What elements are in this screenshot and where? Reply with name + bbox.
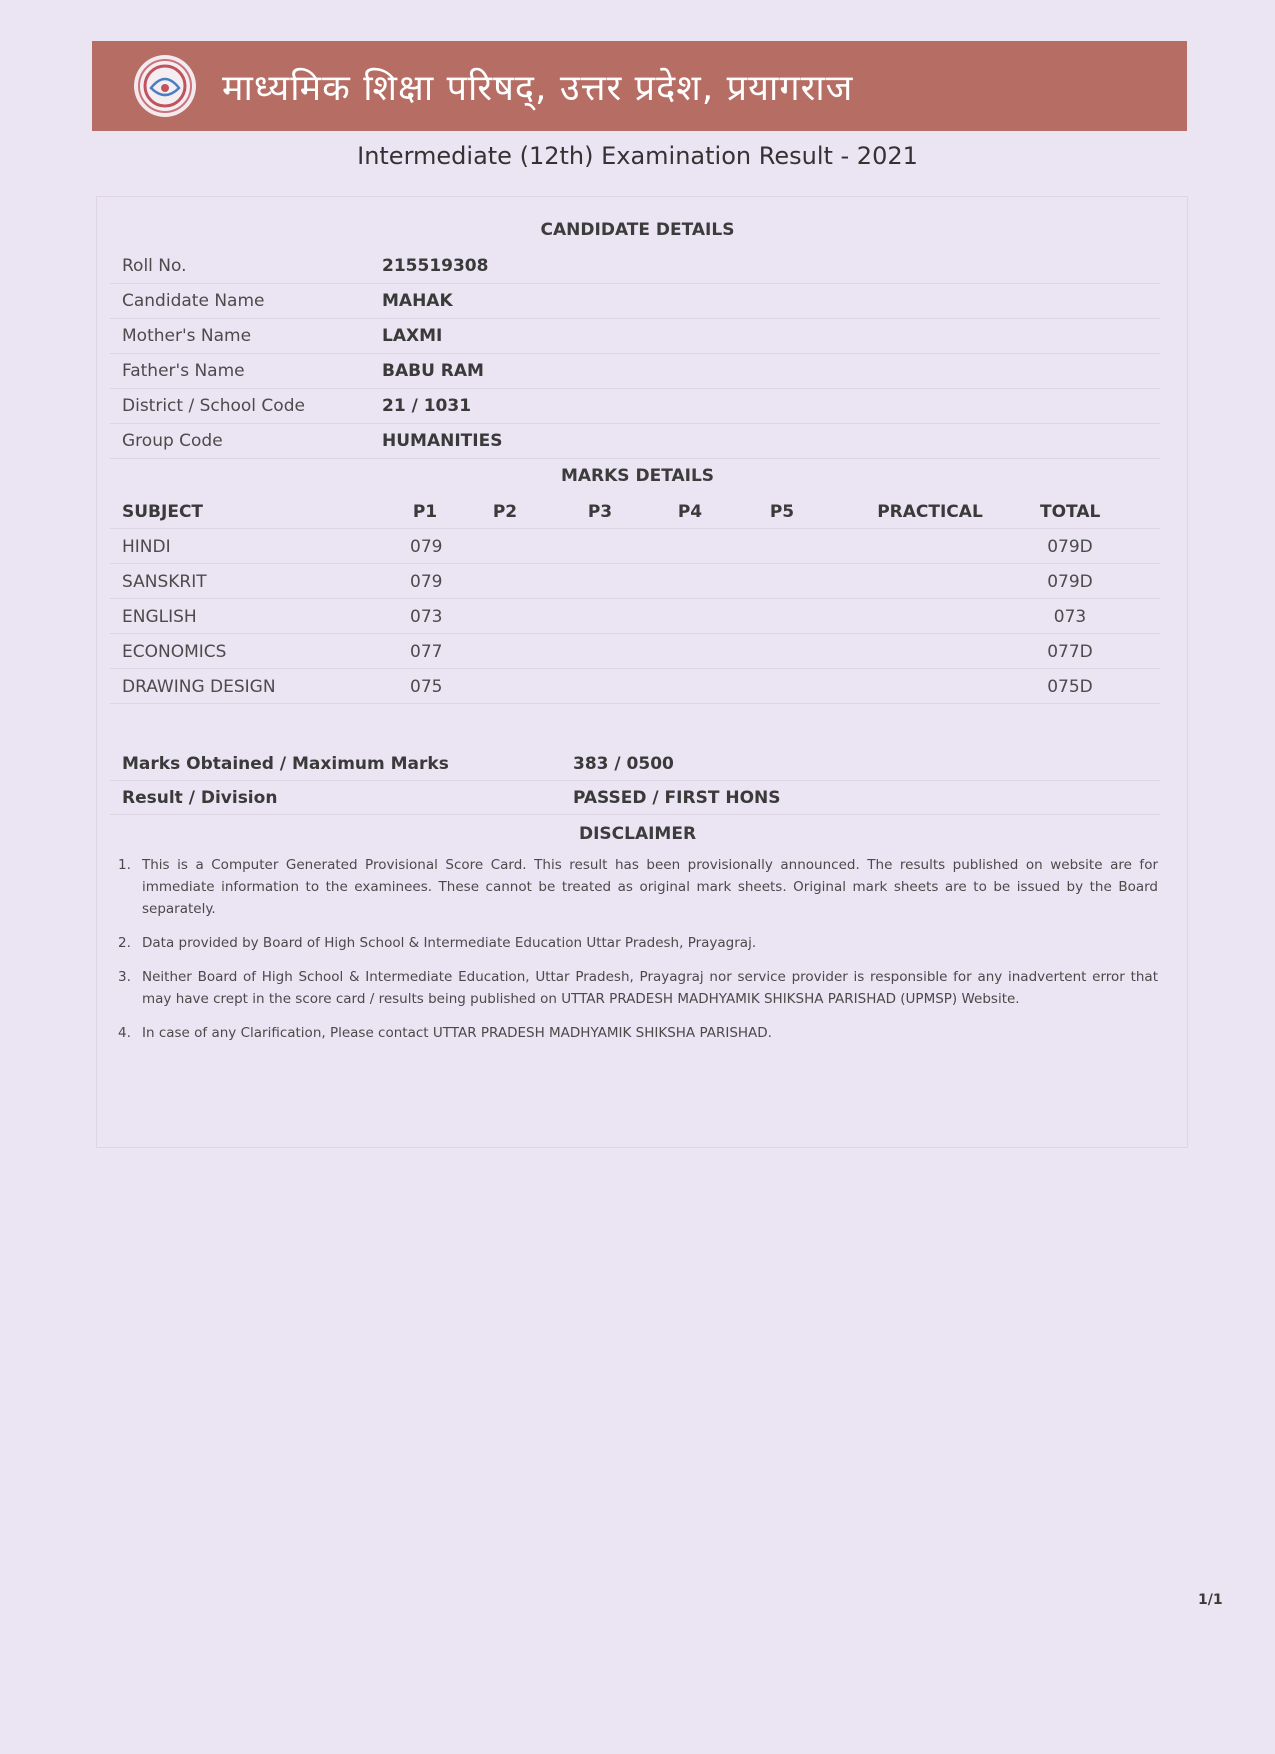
col-total: TOTAL xyxy=(1040,502,1101,522)
total-mark: 075D xyxy=(1047,677,1093,697)
col-p3: P3 xyxy=(587,502,613,522)
subject-name: DRAWING DESIGN xyxy=(122,677,276,697)
field-value: BABU RAM xyxy=(382,361,484,381)
col-p2: P2 xyxy=(492,502,518,522)
marks-row xyxy=(110,528,1160,564)
disclaimer-text: Neither Board of High School & Intermediate Education, Uttar Pradesh, Prayagraj nor service provider is responsible for any inadvertent error that may have crept in the score card / results being published on UTTAR PRADESH MADHYAMIK SHIKSHA PARISHAD (UPMSP) Website. xyxy=(142,969,1158,1007)
col-subject: SUBJECT xyxy=(122,502,204,522)
candidate-row-name xyxy=(110,283,1160,319)
total-mark: 073 xyxy=(1053,607,1087,627)
marks-details-heading: MARKS DETAILS xyxy=(560,466,715,486)
field-label: Mother's Name xyxy=(122,326,252,346)
result-division-row xyxy=(110,780,1160,815)
exam-title: Intermediate (12th) Examination Result - 2021 xyxy=(357,142,918,170)
board-name: माध्यमिक शिक्षा परिषद्, उत्तर प्रदेश, प्रयागराज xyxy=(222,67,854,109)
candidate-row-roll xyxy=(110,248,1160,284)
disclaimer-number: 1. xyxy=(118,857,131,873)
subject-name: ECONOMICS xyxy=(122,642,227,662)
subject-name: SANSKRIT xyxy=(122,572,207,592)
marks-header-row xyxy=(110,493,1160,529)
disclaimer-list xyxy=(118,854,1158,1056)
total-mark: 077D xyxy=(1047,642,1093,662)
marks-row xyxy=(110,598,1160,634)
header-banner xyxy=(92,41,1187,131)
p1-mark: 077 xyxy=(410,642,443,662)
disclaimer-item xyxy=(118,854,1158,920)
field-label: District / School Code xyxy=(122,396,305,416)
total-mark: 079D xyxy=(1047,537,1093,557)
marks-row xyxy=(110,563,1160,599)
page-number: 1/1 xyxy=(1198,1592,1223,1608)
candidate-row-father xyxy=(110,353,1160,389)
field-value: MAHAK xyxy=(382,291,453,311)
field-value: 21 / 1031 xyxy=(382,396,472,416)
field-label: Roll No. xyxy=(122,256,187,276)
col-p1: P1 xyxy=(412,502,438,522)
marks-obtained-row xyxy=(110,746,1160,781)
subject-name: HINDI xyxy=(122,537,171,557)
disclaimer-heading: DISCLAIMER xyxy=(578,824,697,844)
field-label: Group Code xyxy=(122,431,223,451)
col-p5: P5 xyxy=(769,502,795,522)
marks-obtained-value: 383 / 0500 xyxy=(573,754,674,774)
field-value: HUMANITIES xyxy=(382,431,503,451)
col-practical: PRACTICAL xyxy=(877,502,983,522)
disclaimer-number: 2. xyxy=(118,935,131,951)
candidate-row-mother xyxy=(110,318,1160,354)
p1-mark: 075 xyxy=(410,677,443,697)
candidate-details-heading: CANDIDATE DETAILS xyxy=(540,220,735,240)
candidate-row-district xyxy=(110,388,1160,424)
p1-mark: 079 xyxy=(410,537,443,557)
result-division-value: PASSED / FIRST HONS xyxy=(573,788,781,808)
disclaimer-text: In case of any Clarification, Please contact UTTAR PRADESH MADHYAMIK SHIKSHA PARISHAD. xyxy=(142,1025,772,1041)
disclaimer-item xyxy=(118,932,1158,954)
marks-obtained-label: Marks Obtained / Maximum Marks xyxy=(122,754,449,774)
disclaimer-number: 3. xyxy=(118,969,131,985)
result-division-label: Result / Division xyxy=(122,788,278,808)
field-label: Father's Name xyxy=(122,361,245,381)
marks-row xyxy=(110,668,1160,704)
field-value: LAXMI xyxy=(382,326,443,346)
disclaimer-item xyxy=(118,1022,1158,1044)
field-label: Candidate Name xyxy=(122,291,265,311)
board-logo xyxy=(134,55,196,117)
total-mark: 079D xyxy=(1047,572,1093,592)
disclaimer-item xyxy=(118,966,1158,1010)
candidate-row-group xyxy=(110,423,1160,459)
p1-mark: 079 xyxy=(410,572,443,592)
disclaimer-text: Data provided by Board of High School & Intermediate Education Uttar Pradesh, Prayagraj. xyxy=(142,935,757,951)
p1-mark: 073 xyxy=(410,607,443,627)
disclaimer-number: 4. xyxy=(118,1025,131,1041)
subject-name: ENGLISH xyxy=(122,607,197,627)
field-value: 215519308 xyxy=(382,256,489,276)
col-p4: P4 xyxy=(677,502,703,522)
disclaimer-text: This is a Computer Generated Provisional Score Card. This result has been provisionally announced. The results published on website are for immediate information to the examinees. These cannot be treated as original mark sheets. Original mark sheets are to be issued by the Board separately. xyxy=(142,857,1158,917)
marks-row xyxy=(110,633,1160,669)
